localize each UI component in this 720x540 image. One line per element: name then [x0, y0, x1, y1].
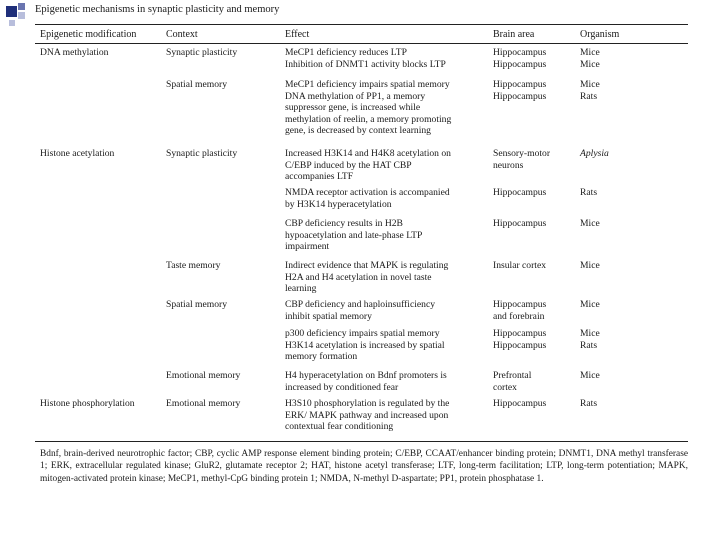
table-title: Epigenetic mechanisms in synaptic plasticity and memory	[35, 4, 280, 15]
cell-organism: Mice Rats	[580, 328, 600, 351]
cell-effect: H4 hyperacetylation on Bdnf promoters is increased by conditioned fear	[285, 370, 447, 393]
cell-modification: DNA methylation	[40, 47, 109, 58]
cell-context: Synaptic plasticity	[166, 148, 238, 159]
cell-organism: Rats	[580, 187, 598, 198]
cell-organism: Mice	[580, 299, 600, 310]
cell-effect: CBP deficiency results in H2B hypoacetylation and late-phase LTP impairment	[285, 218, 423, 253]
cell-modification: Histone acetylation	[40, 148, 115, 159]
bottom-rule	[35, 441, 688, 442]
header-brain-area: Brain area	[493, 29, 535, 40]
cell-context: Spatial memory	[166, 79, 228, 90]
cell-organism: Mice	[580, 260, 600, 271]
cell-organism: Aplysia	[580, 148, 609, 159]
cell-context: Emotional memory	[166, 398, 241, 409]
cell-organism: Mice Rats	[580, 79, 600, 102]
cell-modification: Histone phosphorylation	[40, 398, 135, 409]
header-context: Context	[166, 29, 198, 40]
cell-brain-area: Hippocampus and forebrain	[493, 299, 547, 322]
cell-brain-area: Hippocampus	[493, 398, 547, 409]
cell-brain-area: Hippocampus	[493, 218, 547, 229]
cell-brain-area: Insular cortex	[493, 260, 547, 271]
cell-context: Synaptic plasticity	[166, 47, 238, 58]
cell-brain-area: Hippocampus	[493, 187, 547, 198]
cell-context: Emotional memory	[166, 370, 241, 381]
cell-effect: p300 deficiency impairs spatial memory H3K14 acetylation is increased by spatial memory formation	[285, 328, 445, 363]
cell-organism: Mice	[580, 218, 600, 229]
cell-brain-area: Prefrontal cortex	[493, 370, 532, 393]
cell-brain-area: Hippocampus Hippocampus	[493, 47, 547, 70]
cell-effect: Indirect evidence that MAPK is regulating H2A and H4 acetylation in novel taste learning	[285, 260, 449, 295]
cell-effect: MeCP1 deficiency reduces LTP Inhibition of DNMT1 activity blocks LTP	[285, 47, 446, 70]
cell-context: Taste memory	[166, 260, 221, 271]
cell-organism: Mice Mice	[580, 47, 600, 70]
cell-brain-area: Hippocampus Hippocampus	[493, 328, 547, 351]
cell-organism: Rats	[580, 398, 598, 409]
header-organism: Organism	[580, 29, 620, 40]
cell-context: Spatial memory	[166, 299, 228, 310]
cell-organism: Mice	[580, 370, 600, 381]
cell-effect: H3S10 phosphorylation is regulated by the ERK/ MAPK pathway and increased upon contextual fear conditioning	[285, 398, 450, 433]
cell-brain-area: Sensory-motor neurons	[493, 148, 551, 171]
cell-effect: NMDA receptor activation is accompanied by H3K14 hyperacetylation	[285, 187, 450, 210]
cell-brain-area: Hippocampus Hippocampus	[493, 79, 547, 102]
header-rule	[35, 43, 688, 44]
deco-square-dark	[6, 6, 17, 17]
cell-effect: CBP deficiency and haploinsufficiency inhibit spatial memory	[285, 299, 435, 322]
header-effect: Effect	[285, 29, 310, 40]
deco-square-light	[18, 12, 25, 19]
deco-square-mid	[18, 3, 25, 10]
deco-square-light	[9, 20, 15, 26]
cell-effect: MeCP1 deficiency impairs spatial memory DNA methylation of PP1, a memory suppressor gene, is increased while methylation of reelin, a memory promoting gene, is decreased by context learning	[285, 79, 452, 137]
abbreviations-footnote: Bdnf, brain-derived neurotrophic factor; CBP, cyclic AMP response element binding protein; C/EBP, CCAAT/enhancer binding protein; DNMT1, DNA methyl transferase 1; ERK, extracellular regulated kinase; GluR2, glutamate receptor 2; HAT, histone acetyl transferase; LTF, long-term facilitation; LTP, long-term potentiation; MAPK, mitogen-activated protein kinase; MeCP1, methyl-CpG binding protein 1; NMDA, N-methyl D-aspartate; PP1, protein phosphatase 1.	[40, 449, 688, 484]
top-rule	[35, 24, 688, 25]
cell-effect: Increased H3K14 and H4K8 acetylation on C/EBP induced by the HAT CBP accompanies LTF	[285, 148, 451, 183]
header-modification: Epigenetic modification	[40, 29, 137, 40]
